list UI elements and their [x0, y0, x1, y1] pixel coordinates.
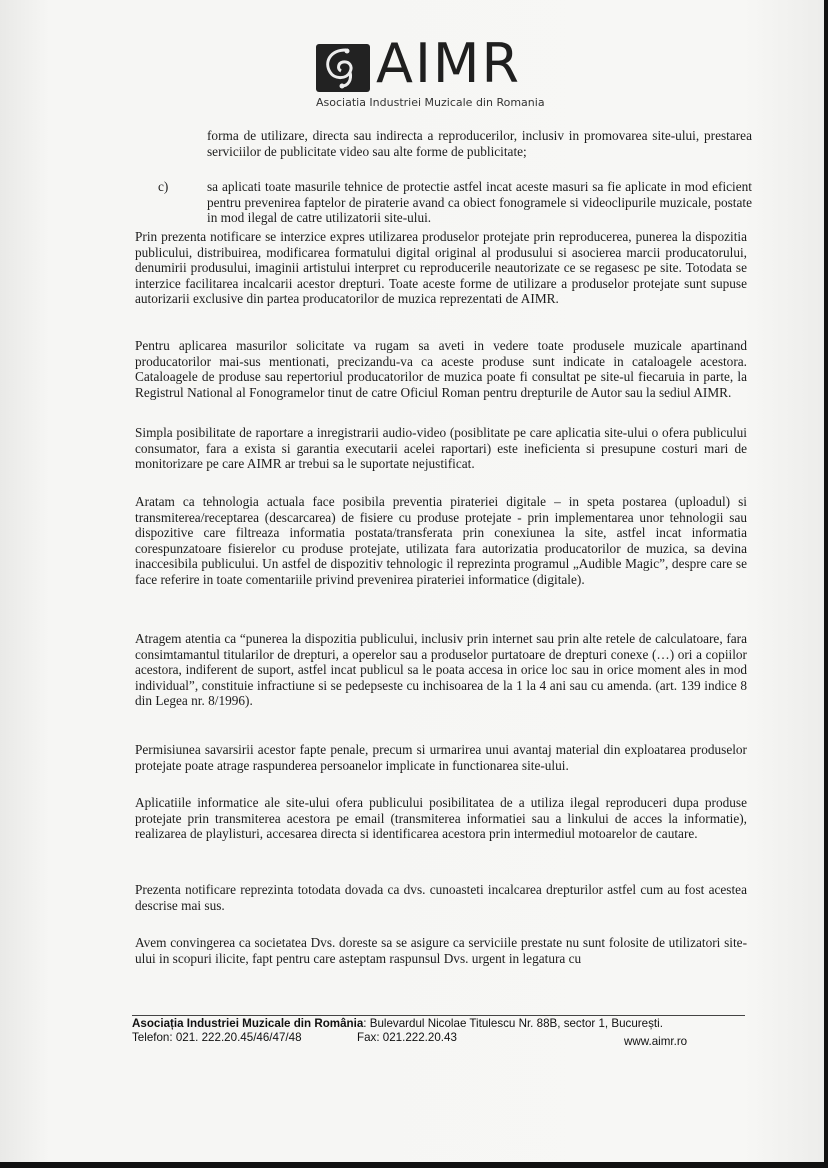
paragraph-catalogues: Pentru aplicarea masurilor solicitate va rugam sa aveti in vedere toate produsele muzicale apartinand producatorilor mai-sus mentionati, precizandu-va ca aceste produse sunt indicate in cataloagele acestora. Cataloagele de produse sau repertoriul producatorilor de muzica poate fi consultat pe site-ul fiecaruia in parte, la Registrul National al Fonogramelor tinut de catre Oficiul Roman pentru drepturile de Autor sau la sediul AIMR.	[135, 338, 747, 400]
scan-edge-bottom	[0, 1162, 828, 1168]
logo-wordmark: AIMR	[376, 32, 521, 95]
paragraph-prohibition: Prin prezenta notificare se interzice expres utilizarea produselor protejate prin reproducerea, punerea la dispozitia publicului, distribuirea, modificarea formatului digital original al produsului si asocierea marcii producatorului, denumirii produsului, imaginii artistului interpret cu reproducerile neautorizate ce se regasesc pe site. Totodata se interzice facilitarea incalcarii acestor drepturi. Toate aceste forme de utilizare a produselor protejate sunt supuse autorizarii exclusive din partea producatorilor de muzica reprezentati de AIMR.	[135, 229, 747, 307]
paragraph-notice-proof: Prezenta notificare reprezinta totodata dovada ca dvs. cunoasteti incalcarea drepturilor astfel cum au fost acestea descrise mai sus.	[135, 882, 747, 913]
footer-address: : Bulevardul Nicolae Titulescu Nr. 88B, sector 1, București.	[363, 1017, 663, 1030]
paragraph-liability: Permisiunea savarsirii acestor fapte penale, precum si urmarirea unui avantaj material din exploatarea produselor protejate poate atrage raspunderea persoanelor implicate in functionarea site-ului.	[135, 742, 747, 773]
footer-address-line	[132, 1017, 663, 1030]
footer-fax: Fax: 021.222.20.43	[357, 1031, 457, 1044]
paragraph-reporting: Simpla posibilitate de raportare a inregistrarii audio-video (posiblitate pe care aplicatia site-ului o ofera publicului consumator, fara a exista si garantia executarii acelei raportari) este ineficienta si presupune costuri mari de monitorizare pe care AIMR ar trebui sa le suportate nejustificat.	[135, 425, 747, 472]
paragraph-continuation: forma de utilizare, directa sau indirecta a reproducerilor, inclusiv in promovarea site-ului, prestarea serviciilor de publicitate video sau alte forme de publicitate;	[207, 128, 752, 159]
violin-f-hole-icon	[316, 44, 370, 92]
aimr-logo	[316, 32, 566, 112]
paragraph-technology: Aratam ca tehnologia actuala face posibila preventia pirateriei digitale – in speta postarea (uploadul) si transmiterea/receptarea (descarcarea) de fisiere cu produse protejate - prin implementarea unor tehnologii sau dispozitive care filtreaza informatia postata/transferata prin conexiunea la site, astfel incat informatia corespunzatoare fisierelor cu produse protejate, utilizata fara autorizatia producatorilor de muzica, sa devina inaccesibila publicului. Un astfel de dispozitiv tehnologic il reprezinta programul „Audible Magic”, despre care se face referire in toate comentariile privind prevenirea pirateriei informatice (digitale).	[135, 494, 747, 587]
scan-edge-right	[824, 0, 828, 1168]
footer-website: www.aimr.ro	[624, 1035, 688, 1048]
paragraph-conviction: Avem convingerea ca societatea Dvs. doreste sa se asigure ca serviciile prestate nu sunt folosite de utilizatori site-ului in scopuri ilicite, fapt pentru care asteptam raspunsul Dvs. urgent in legatura cu	[135, 935, 747, 966]
paragraph-applications: Aplicatiile informatice ale site-ului ofera publicului posibilitatea de a utiliza ilegal reproduceri dupa produse protejate prin transmiterea acestora pe email (transmiterea informatiei sau a linkului de acces la informatie), realizarea de playlisturi, accesarea directa si identificarea acestora prin intermediul motoarelor de cautare.	[135, 795, 747, 842]
paragraph-legal-warning: Atragem atentia ca “punerea la dispozitia publicului, inclusiv prin internet sau prin alte retele de calculatoare, fara consimtamantul titularilor de drepturi, a operelor sau a produselor purtatoare de drepturi conexe (…) ori a copiilor acestora, indiferent de suport, astfel incat publicul sa le poata accesa in orice loc sau in orice moment ales in mod individual”, constituie infractiune si se pedepseste cu inchisoarea de la 1 la 4 ani sau cu amenda. (art. 139 indice 8 din Legea nr. 8/1996).	[135, 631, 747, 709]
footer-divider	[132, 1015, 745, 1016]
footer-phone: Telefon: 021. 222.20.45/46/47/48	[132, 1031, 302, 1044]
footer-org-name: Asociația Industriei Muzicale din România	[132, 1017, 364, 1030]
list-item-c-text: sa aplicati toate masurile tehnice de protectie astfel incat aceste masuri sa fie aplicate in mod eficient pentru prevenirea faptelor de piraterie avand ca obiect fonogramele si videoclipurile muzicale, postate in mod ilegal de catre utilizatorii site-ului.	[207, 179, 752, 226]
list-item-label: c)	[158, 179, 169, 194]
logo-subtitle: Asociatia Industriei Muzicale din Romania	[316, 96, 545, 109]
